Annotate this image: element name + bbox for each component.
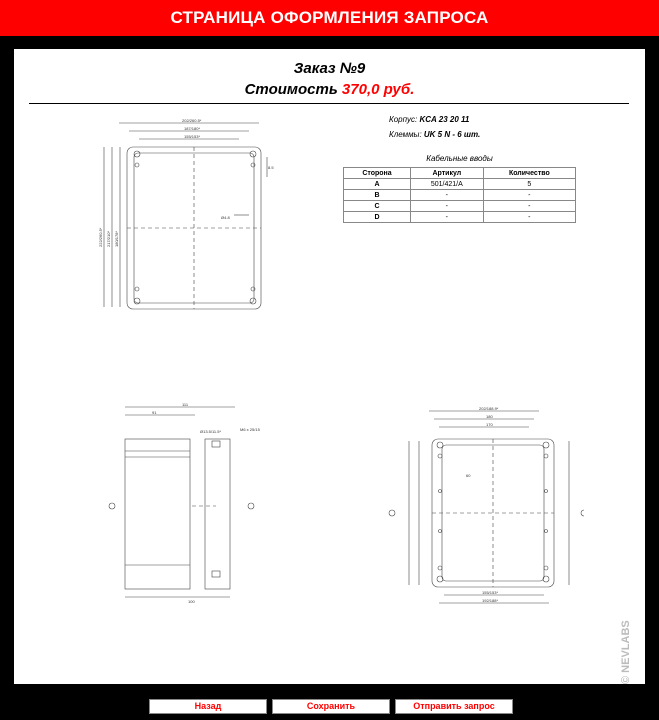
table-cell: 5 [483,179,575,190]
bottom-view-drawing [374,401,584,611]
dim-label: 170 [486,422,493,427]
dim-label: 155/153* [482,590,499,595]
table-row [344,179,576,190]
dim-label: 180 [486,414,493,419]
dim-label: 202/260.5* [182,118,202,123]
order-cost [14,81,645,98]
table-row [344,190,576,201]
dim-label: Ø13.5/11.5* [200,429,222,434]
dim-label: 180/178* [114,230,119,247]
table-row [344,201,576,212]
table-header: Сторона [344,168,411,179]
dim-label: 155/153* [184,134,201,139]
table-header: Количество [483,168,575,179]
save-button[interactable]: Сохранить [272,699,390,714]
table-cell: 501/421/A [411,179,484,190]
order-title: Заказ №9 [293,60,366,77]
send-request-button[interactable]: Отправить запрос [395,699,513,714]
dim-label: 111 [182,402,189,407]
table-cell: - [483,212,575,223]
terminals-label: Клеммы: [389,130,422,139]
case-value: KCA 23 20 11 [419,115,470,124]
table-cell: - [411,190,484,201]
terminals-spec [389,130,480,139]
dim-label: 91 [152,410,157,415]
dim-label: 192/188* [482,598,499,603]
table-cell: D [344,212,411,223]
cost-value: 370,0 руб. [341,81,415,98]
case-spec [389,115,469,124]
table-cell: A [344,179,411,190]
dim-label: M6 x 25/15 [240,427,260,432]
dim-label: 60 [466,473,471,478]
dim-label: 217/210* [106,230,111,247]
top-view-drawing [84,117,284,317]
dim-label: 222/260.5* [98,227,103,247]
side-view-drawing [100,401,300,611]
request-panel [14,49,645,684]
divider [29,103,629,104]
dim-label: 187/180* [184,126,201,131]
watermark-text: © NEVLABS [620,620,632,684]
table-cell: B [344,190,411,201]
page-header: СТРАНИЦА ОФОРМЛЕНИЯ ЗАПРОСА [0,0,659,36]
cable-entries-title: Кабельные вводы [426,154,493,163]
dim-label: Ø4.8 [221,215,230,220]
dim-label: 202/188.9* [479,406,499,411]
table-cell: - [483,190,575,201]
table-header: Артикул [411,168,484,179]
table-cell: C [344,201,411,212]
dim-label: 100 [188,599,195,604]
back-button[interactable]: Назад [149,699,267,714]
table-cell: - [411,201,484,212]
cable-entries-table [343,167,576,223]
case-label: Корпус: [389,115,418,124]
dim-label: 8.5 [268,165,274,170]
cost-label: Стоимость [244,81,338,98]
table-cell: - [483,201,575,212]
table-row [344,212,576,223]
terminals-value: UK 5 N - 6 шт. [423,130,481,139]
table-cell: - [411,212,484,223]
watermark [610,620,650,684]
